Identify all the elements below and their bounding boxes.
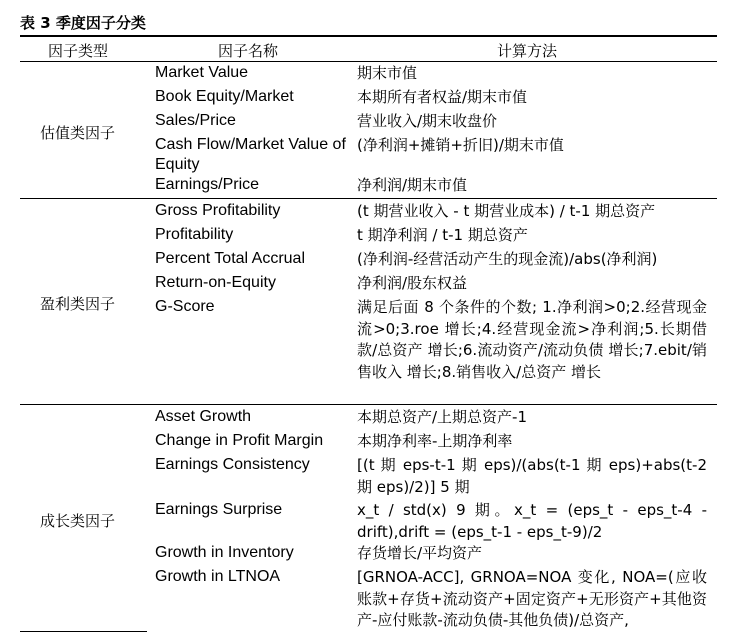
factor-method: 期末市值 [357,64,418,82]
group-rule [20,404,717,405]
factor-method: 本期净利率-上期净利率 [357,432,513,450]
factor-name: Cash Flow/Market Value of Equity [155,136,346,173]
factor-name: Earnings Consistency [155,456,310,473]
factor-name: Gross Profitability [155,202,281,219]
factor-name: Earnings Surprise [155,501,283,518]
factor-method: 本期所有者权益/期末市值 [357,88,528,106]
factor-name: Percent Total Accrual [155,250,306,267]
factor-method: x_t / std(x) 9 期。x_t = (eps_t - eps_t-4 - drift),drift = (eps_t-1 - eps_t-9)/2 [357,501,707,541]
factor-method: [GRNOA-ACC], GRNOA=NOA 变化, NOA=(应收账款+存货+流动资产+固定资产+无形资产+其他资产-应付账款-流动负债-其他负债)/总资产, [357,568,707,629]
factor-method: 满足后面 8 个条件的个数; 1.净利润>0;2.经营现金流>0;3.roe 增长;4.经营现金流>净利润;5.长期借款/总资产 增长;6.流动资产/流动负债 增长;7.ebit/销售收入 增长;8.销售收入/总资产 增长 [357,298,707,381]
factor-name: G-Score [155,298,215,315]
category-profitability: 盈利类因子 [40,295,116,313]
factor-name: Sales/Price [155,112,236,129]
factor-method: 净利润/股东权益 [357,274,468,292]
category-valuation: 估值类因子 [40,124,116,142]
header-factor-name: 因子名称 [218,42,279,60]
factor-name: Return-on-Equity [155,274,276,291]
factor-method: t 期净利润 / t-1 期总资产 [357,226,528,244]
factor-name: Asset Growth [155,408,252,425]
group-rule [20,198,717,199]
factor-method: (t 期营业收入 - t 期营业成本) / t-1 期总资产 [357,202,656,220]
table-title: 表 3 季度因子分类 [20,14,146,32]
factor-name: Market Value [155,64,249,81]
factor-method: (净利润-经营活动产生的现金流)/abs(净利润) [357,250,658,268]
factor-method: 存货增长/平均资产 [357,544,483,562]
factor-name: Earnings/Price [155,176,260,193]
factor-name: Change in Profit Margin [155,432,324,449]
factor-method: [(t 期 eps-t-1 期 eps)/(abs(t-1 期 eps)+abs(t-2 期 eps)/2)] 5 期 [357,456,707,496]
factor-method: (净利润+摊销+折旧)/期末市值 [357,136,564,154]
category-growth: 成长类因子 [40,512,116,530]
factor-name: Profitability [155,226,234,243]
footnote-rule [20,631,147,632]
factor-name: Book Equity/Market [155,88,294,105]
factor-name: Growth in LTNOA [155,568,281,585]
header-method: 计算方法 [497,42,558,60]
factor-method: 营业收入/期末收盘价 [357,112,498,130]
top-rule [20,35,717,37]
header-factor-type: 因子类型 [48,42,109,60]
factor-name: Growth in Inventory [155,544,294,561]
factor-method: 净利润/期末市值 [357,176,468,194]
header-rule [20,61,717,62]
factor-method: 本期总资产/上期总资产-1 [357,408,528,426]
